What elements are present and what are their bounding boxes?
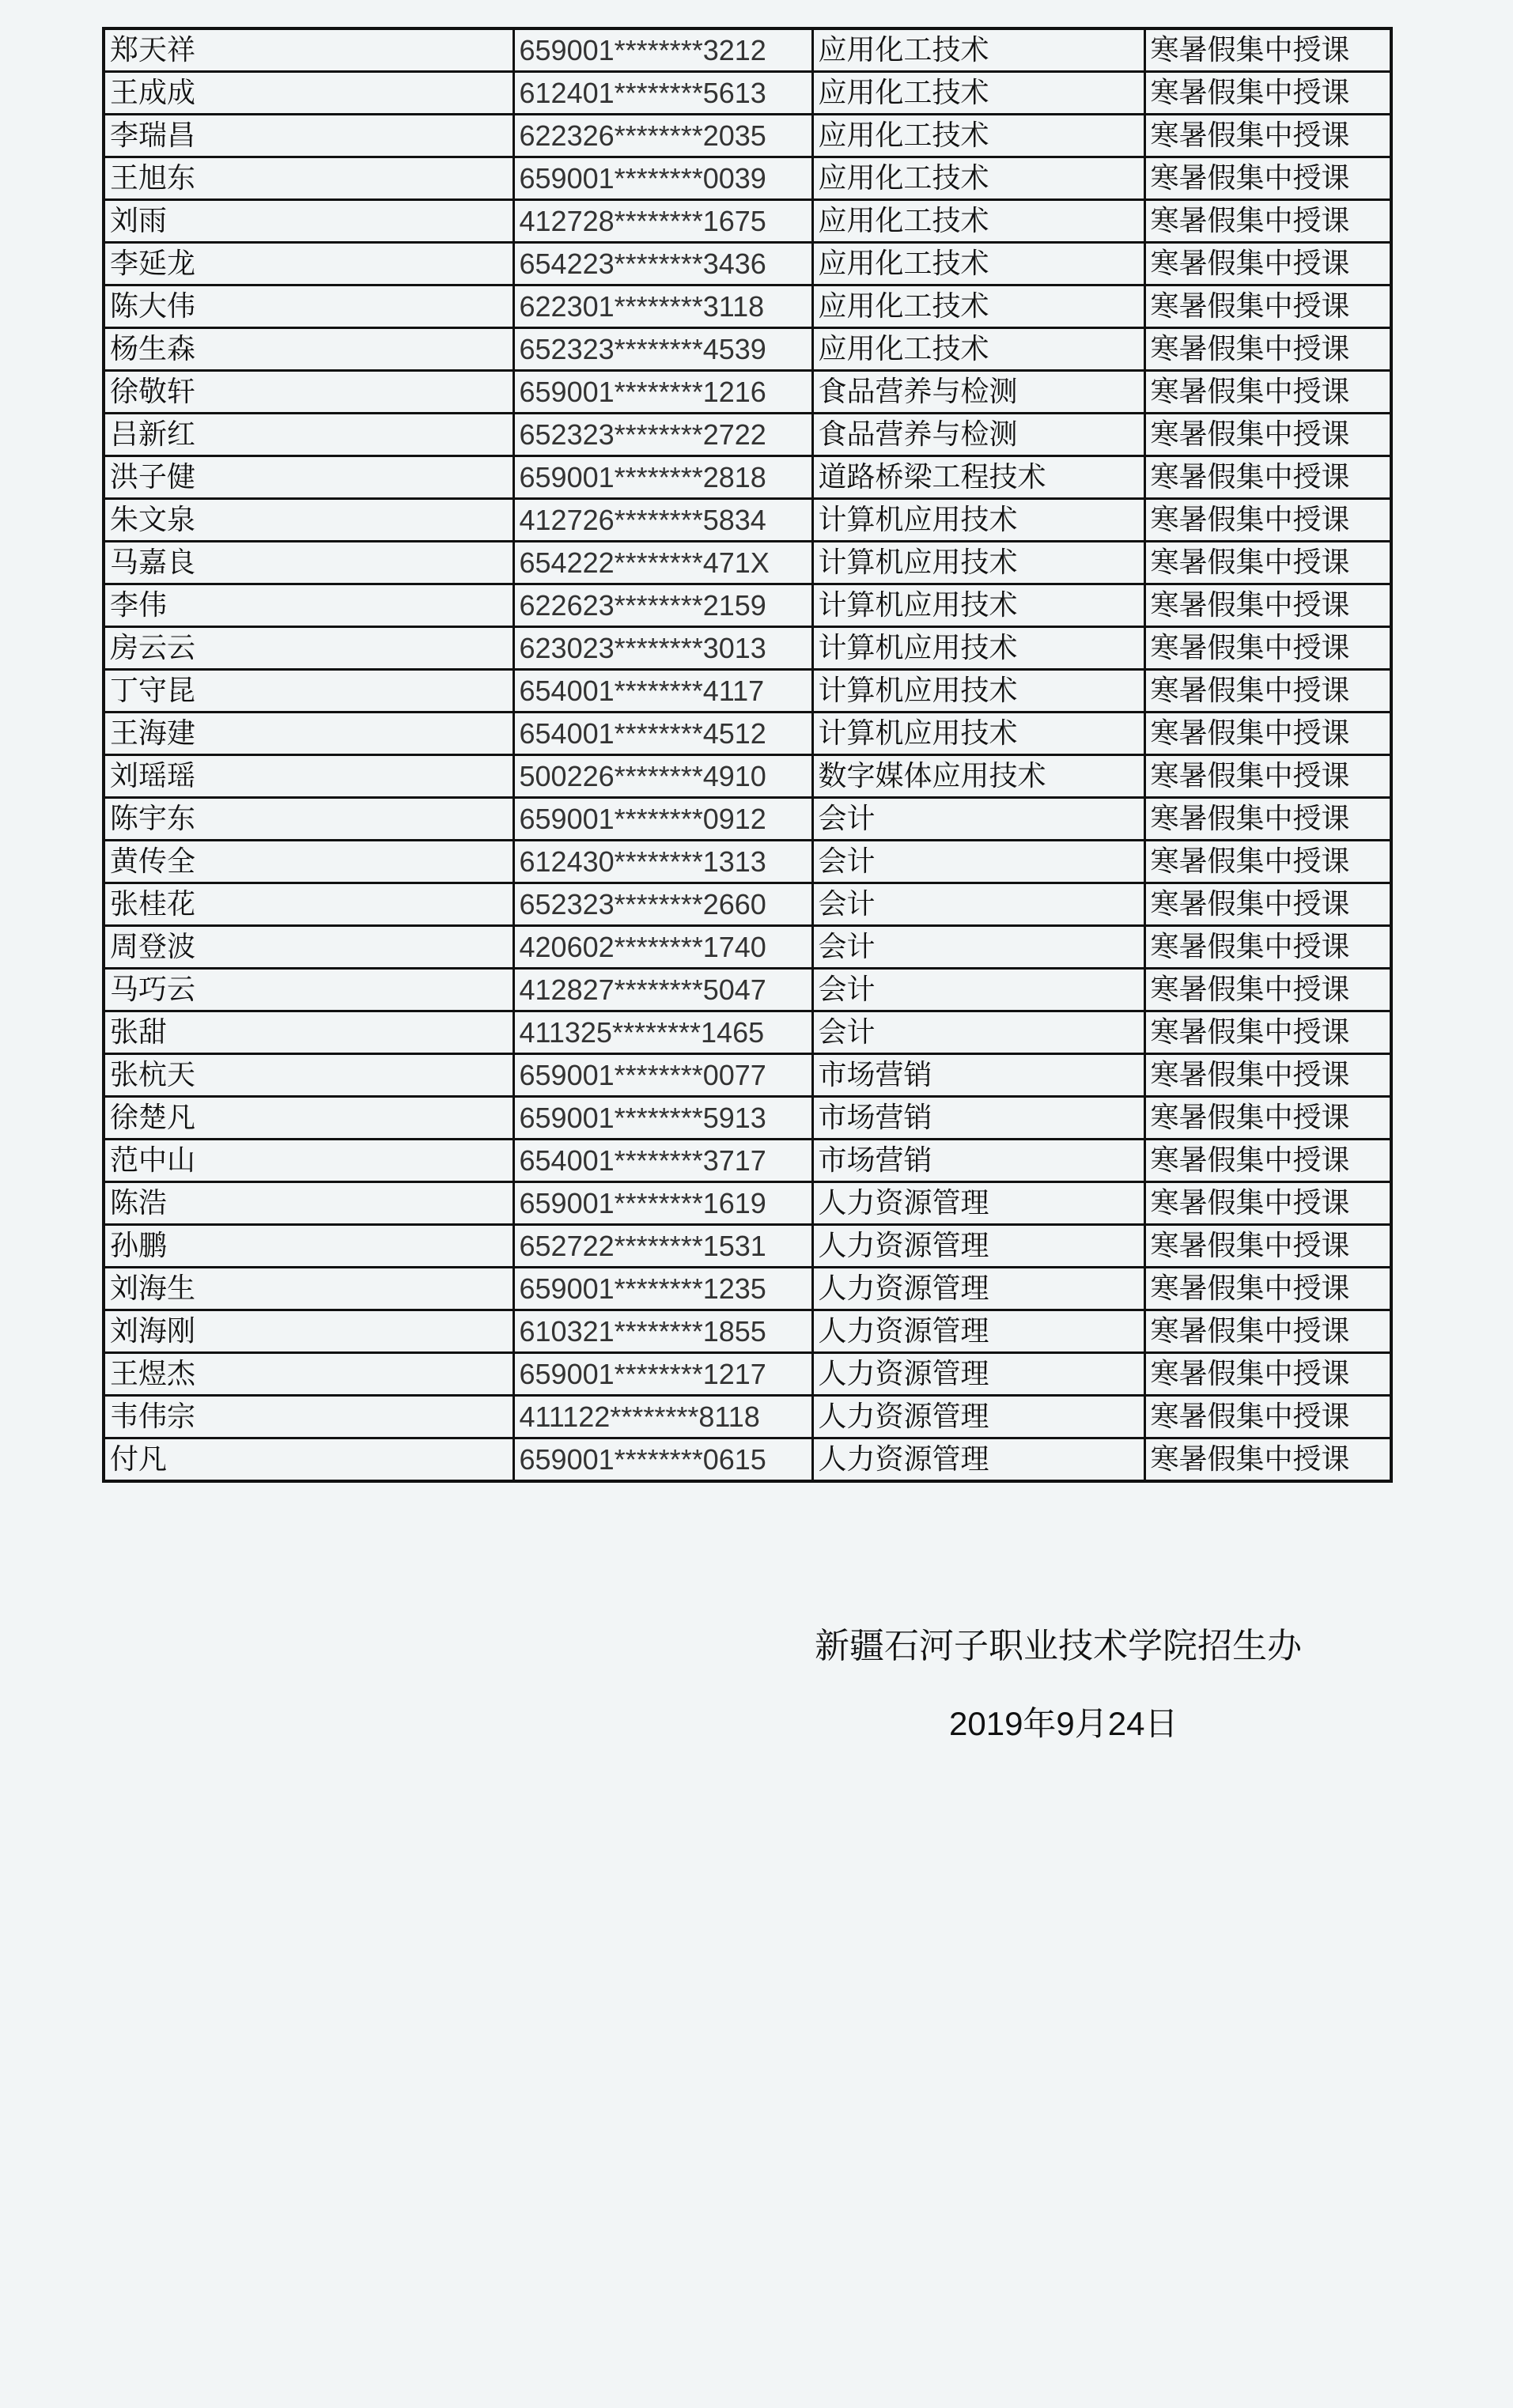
major-cell: 道路桥梁工程技术 [812, 456, 1144, 499]
study-mode-cell: 寒暑假集中授课 [1144, 499, 1391, 542]
student-name-cell: 孙鹏 [104, 1225, 513, 1268]
study-mode-cell: 寒暑假集中授课 [1144, 584, 1391, 627]
major-cell: 数字媒体应用技术 [812, 755, 1144, 798]
major-cell: 应用化工技术 [812, 28, 1144, 72]
student-name-cell: 吕新红 [104, 414, 513, 456]
id-number-cell: 654222********471X [513, 542, 812, 584]
study-mode-cell: 寒暑假集中授课 [1144, 883, 1391, 926]
study-mode-cell: 寒暑假集中授课 [1144, 371, 1391, 414]
major-cell: 市场营销 [812, 1097, 1144, 1140]
table-row [104, 883, 1391, 926]
student-name-cell: 张甜 [104, 1011, 513, 1054]
student-name-cell: 洪子健 [104, 456, 513, 499]
id-number-cell: 652323********4539 [513, 328, 812, 371]
table-row [104, 969, 1391, 1011]
table-row [104, 713, 1391, 755]
id-number-cell: 420602********1740 [513, 926, 812, 969]
table-row [104, 72, 1391, 115]
study-mode-cell: 寒暑假集中授课 [1144, 200, 1391, 243]
study-mode-cell: 寒暑假集中授课 [1144, 798, 1391, 841]
student-name-cell: 刘雨 [104, 200, 513, 243]
student-name-cell: 王海建 [104, 713, 513, 755]
major-cell: 计算机应用技术 [812, 542, 1144, 584]
table-row [104, 627, 1391, 670]
id-number-cell: 654001********3717 [513, 1140, 812, 1182]
issuer-name: 新疆石河子职业技术学院招生办 [815, 1626, 1302, 1666]
major-cell: 人力资源管理 [812, 1353, 1144, 1396]
id-number-cell: 659001********5913 [513, 1097, 812, 1140]
id-number-cell: 610321********1855 [513, 1310, 812, 1353]
study-mode-cell: 寒暑假集中授课 [1144, 1097, 1391, 1140]
student-name-cell: 张杭天 [104, 1054, 513, 1097]
table-row [104, 1310, 1391, 1353]
major-cell: 应用化工技术 [812, 285, 1144, 328]
table-row [104, 1054, 1391, 1097]
student-name-cell: 王成成 [104, 72, 513, 115]
student-name-cell: 马巧云 [104, 969, 513, 1011]
id-number-cell: 659001********0039 [513, 157, 812, 200]
student-name-cell: 郑天祥 [104, 28, 513, 72]
study-mode-cell: 寒暑假集中授课 [1144, 115, 1391, 157]
major-cell: 食品营养与检测 [812, 414, 1144, 456]
id-number-cell: 659001********1235 [513, 1268, 812, 1310]
major-cell: 计算机应用技术 [812, 670, 1144, 713]
student-name-cell: 李延龙 [104, 243, 513, 285]
table-row [104, 1140, 1391, 1182]
major-cell: 应用化工技术 [812, 157, 1144, 200]
id-number-cell: 659001********3212 [513, 28, 812, 72]
id-number-cell: 411325********1465 [513, 1011, 812, 1054]
table-row [104, 499, 1391, 542]
student-name-cell: 李伟 [104, 584, 513, 627]
student-name-cell: 徐敬轩 [104, 371, 513, 414]
major-cell: 应用化工技术 [812, 328, 1144, 371]
student-name-cell: 李瑞昌 [104, 115, 513, 157]
id-number-cell: 622301********3118 [513, 285, 812, 328]
id-number-cell: 622326********2035 [513, 115, 812, 157]
study-mode-cell: 寒暑假集中授课 [1144, 841, 1391, 883]
study-mode-cell: 寒暑假集中授课 [1144, 1225, 1391, 1268]
id-number-cell: 659001********0912 [513, 798, 812, 841]
table-row [104, 200, 1391, 243]
table-row [104, 1268, 1391, 1310]
id-number-cell: 654001********4512 [513, 713, 812, 755]
study-mode-cell: 寒暑假集中授课 [1144, 969, 1391, 1011]
study-mode-cell: 寒暑假集中授课 [1144, 1396, 1391, 1438]
student-name-cell: 付凡 [104, 1438, 513, 1482]
major-cell: 会计 [812, 969, 1144, 1011]
study-mode-cell: 寒暑假集中授课 [1144, 755, 1391, 798]
major-cell: 会计 [812, 841, 1144, 883]
student-name-cell: 周登波 [104, 926, 513, 969]
student-name-cell: 丁守昆 [104, 670, 513, 713]
major-cell: 会计 [812, 883, 1144, 926]
student-name-cell: 陈宇东 [104, 798, 513, 841]
table-row [104, 926, 1391, 969]
id-number-cell: 659001********2818 [513, 456, 812, 499]
id-number-cell: 412726********5834 [513, 499, 812, 542]
major-cell: 会计 [812, 798, 1144, 841]
study-mode-cell: 寒暑假集中授课 [1144, 1140, 1391, 1182]
student-name-cell: 陈大伟 [104, 285, 513, 328]
table-row [104, 542, 1391, 584]
id-number-cell: 411122********8118 [513, 1396, 812, 1438]
major-cell: 会计 [812, 1011, 1144, 1054]
table-row [104, 755, 1391, 798]
roster-body [104, 28, 1391, 1481]
student-roster-table [102, 27, 1393, 1483]
id-number-cell: 412827********5047 [513, 969, 812, 1011]
table-row [104, 328, 1391, 371]
study-mode-cell: 寒暑假集中授课 [1144, 28, 1391, 72]
table-row [104, 285, 1391, 328]
table-row [104, 584, 1391, 627]
major-cell: 人力资源管理 [812, 1268, 1144, 1310]
table-row [104, 670, 1391, 713]
table-row [104, 414, 1391, 456]
table-row [104, 1396, 1391, 1438]
study-mode-cell: 寒暑假集中授课 [1144, 627, 1391, 670]
id-number-cell: 612430********1313 [513, 841, 812, 883]
table-row [104, 1011, 1391, 1054]
major-cell: 人力资源管理 [812, 1310, 1144, 1353]
table-row [104, 1097, 1391, 1140]
id-number-cell: 652323********2722 [513, 414, 812, 456]
id-number-cell: 659001********1619 [513, 1182, 812, 1225]
major-cell: 人力资源管理 [812, 1438, 1144, 1482]
id-number-cell: 412728********1675 [513, 200, 812, 243]
major-cell: 市场营销 [812, 1140, 1144, 1182]
table-row [104, 1353, 1391, 1396]
major-cell: 人力资源管理 [812, 1396, 1144, 1438]
student-name-cell: 杨生森 [104, 328, 513, 371]
major-cell: 计算机应用技术 [812, 499, 1144, 542]
study-mode-cell: 寒暑假集中授课 [1144, 285, 1391, 328]
study-mode-cell: 寒暑假集中授课 [1144, 1438, 1391, 1482]
study-mode-cell: 寒暑假集中授课 [1144, 328, 1391, 371]
student-name-cell: 陈浩 [104, 1182, 513, 1225]
id-number-cell: 659001********1217 [513, 1353, 812, 1396]
major-cell: 应用化工技术 [812, 243, 1144, 285]
id-number-cell: 612401********5613 [513, 72, 812, 115]
table-row [104, 157, 1391, 200]
major-cell: 应用化工技术 [812, 200, 1144, 243]
study-mode-cell: 寒暑假集中授课 [1144, 72, 1391, 115]
table-row [104, 115, 1391, 157]
study-mode-cell: 寒暑假集中授课 [1144, 1310, 1391, 1353]
major-cell: 计算机应用技术 [812, 584, 1144, 627]
table-row [104, 1182, 1391, 1225]
study-mode-cell: 寒暑假集中授课 [1144, 670, 1391, 713]
id-number-cell: 659001********0077 [513, 1054, 812, 1097]
student-name-cell: 刘海生 [104, 1268, 513, 1310]
study-mode-cell: 寒暑假集中授课 [1144, 414, 1391, 456]
major-cell: 会计 [812, 926, 1144, 969]
student-name-cell: 王煜杰 [104, 1353, 513, 1396]
student-name-cell: 马嘉良 [104, 542, 513, 584]
table-row [104, 1438, 1391, 1482]
study-mode-cell: 寒暑假集中授课 [1144, 456, 1391, 499]
major-cell: 市场营销 [812, 1054, 1144, 1097]
study-mode-cell: 寒暑假集中授课 [1144, 1054, 1391, 1097]
table-row [104, 1225, 1391, 1268]
student-name-cell: 黄传全 [104, 841, 513, 883]
student-name-cell: 徐楚凡 [104, 1097, 513, 1140]
major-cell: 应用化工技术 [812, 115, 1144, 157]
table-row [104, 456, 1391, 499]
student-name-cell: 范中山 [104, 1140, 513, 1182]
study-mode-cell: 寒暑假集中授课 [1144, 1182, 1391, 1225]
study-mode-cell: 寒暑假集中授课 [1144, 713, 1391, 755]
student-name-cell: 房云云 [104, 627, 513, 670]
table-row [104, 243, 1391, 285]
table-row [104, 28, 1391, 72]
id-number-cell: 654223********3436 [513, 243, 812, 285]
id-number-cell: 623023********3013 [513, 627, 812, 670]
major-cell: 计算机应用技术 [812, 713, 1144, 755]
table-row [104, 841, 1391, 883]
student-name-cell: 韦伟宗 [104, 1396, 513, 1438]
major-cell: 食品营养与检测 [812, 371, 1144, 414]
study-mode-cell: 寒暑假集中授课 [1144, 1268, 1391, 1310]
study-mode-cell: 寒暑假集中授课 [1144, 243, 1391, 285]
id-number-cell: 659001********0615 [513, 1438, 812, 1482]
study-mode-cell: 寒暑假集中授课 [1144, 926, 1391, 969]
study-mode-cell: 寒暑假集中授课 [1144, 1353, 1391, 1396]
major-cell: 计算机应用技术 [812, 627, 1144, 670]
id-number-cell: 659001********1216 [513, 371, 812, 414]
student-name-cell: 刘瑶瑶 [104, 755, 513, 798]
study-mode-cell: 寒暑假集中授课 [1144, 1011, 1391, 1054]
student-name-cell: 朱文泉 [104, 499, 513, 542]
table-row [104, 798, 1391, 841]
id-number-cell: 652323********2660 [513, 883, 812, 926]
id-number-cell: 654001********4117 [513, 670, 812, 713]
table-row [104, 371, 1391, 414]
student-name-cell: 张桂花 [104, 883, 513, 926]
id-number-cell: 622623********2159 [513, 584, 812, 627]
study-mode-cell: 寒暑假集中授课 [1144, 157, 1391, 200]
issue-date: 2019年9月24日 [949, 1705, 1178, 1742]
student-name-cell: 王旭东 [104, 157, 513, 200]
major-cell: 人力资源管理 [812, 1182, 1144, 1225]
major-cell: 人力资源管理 [812, 1225, 1144, 1268]
id-number-cell: 500226********4910 [513, 755, 812, 798]
id-number-cell: 652722********1531 [513, 1225, 812, 1268]
student-name-cell: 刘海刚 [104, 1310, 513, 1353]
study-mode-cell: 寒暑假集中授课 [1144, 542, 1391, 584]
major-cell: 应用化工技术 [812, 72, 1144, 115]
